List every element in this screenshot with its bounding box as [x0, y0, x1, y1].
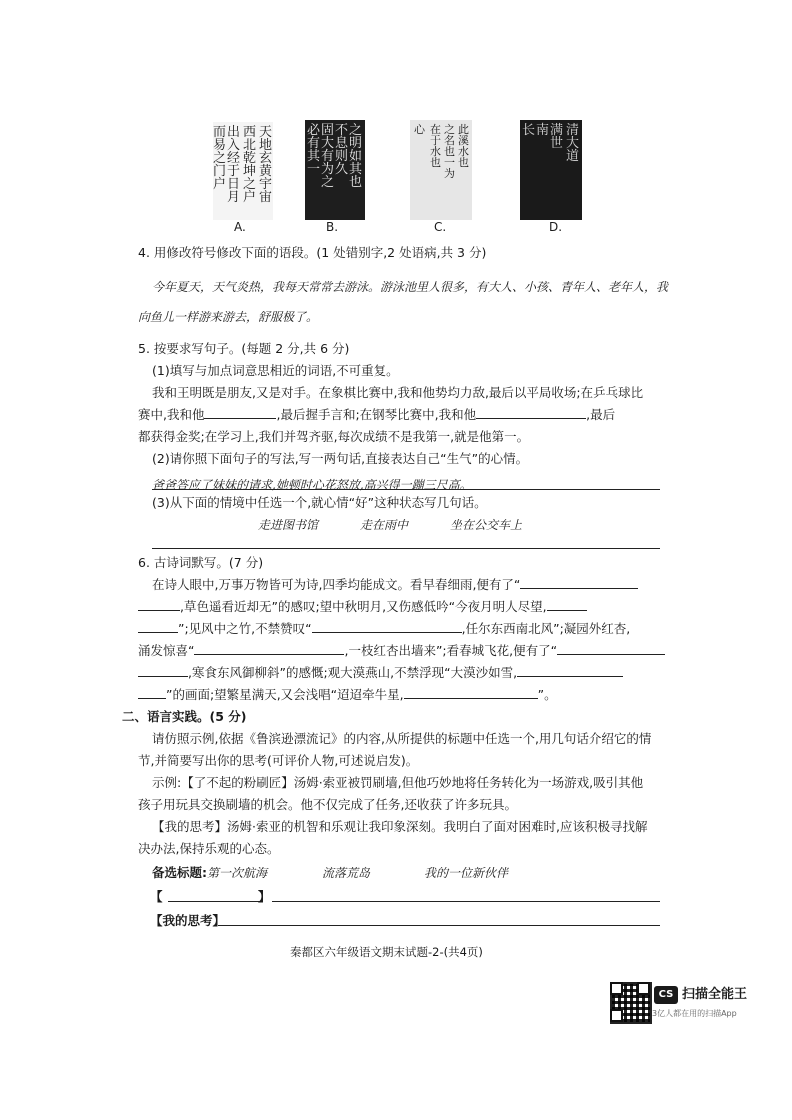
option-c-label: C.	[434, 220, 447, 234]
part2-thought-answer-line[interactable]	[218, 925, 660, 926]
calligraphy-sample-b: 之明如其也 不息则久 固大有为之 必有其一	[305, 120, 365, 220]
q5-part3-answer-line[interactable]	[152, 548, 660, 549]
q6-blank-2-cont[interactable]	[138, 618, 178, 633]
q6-blank-5[interactable]	[557, 640, 665, 655]
q6-line5: ,寒食东风御柳斜”的感慨;观大漠燕山,不禁浮现“大漠沙如雪,	[138, 662, 623, 684]
q4-title: 4. 用修改符号修改下面的语段。(1 处错别字,2 处语病,共 3 分)	[138, 245, 487, 260]
part2-title-bracket-close: 】	[258, 889, 271, 904]
part2-thought-line2: 决办法,保持乐观的心态。	[138, 841, 280, 856]
q6-blank-3[interactable]	[312, 618, 462, 633]
q6-blank-7[interactable]	[404, 684, 538, 699]
q5-part2-answer-line[interactable]	[152, 489, 660, 490]
q4-passage-line1: 今年夏天，天气炎热，我每天常常去游泳。游泳池里人很多，有大人、小孩、青年人、老年人，我	[152, 280, 669, 294]
part2-intro-line2: 节,并简要写出你的思考(可评价人物,可述说启发)。	[138, 753, 419, 768]
part2-option-partner: 我的一位新伙伴	[424, 866, 509, 880]
q5-choice-rain: 走在雨中	[360, 518, 409, 532]
q5-part3-instruction: (3)从下面的情境中任选一个,就心情“好”这种状态写几句话。	[152, 495, 487, 510]
q6-title: 6. 古诗词默写。(7 分)	[138, 555, 264, 570]
q5-part1-line1: 我和王明既是朋友,又是对手。在象棋比赛中,我和他势均力敌,最后以平局收场;在乒乓球比	[152, 385, 644, 400]
part2-thought-line1: 【我的思考】汤姆·索亚的机智和乐观让我印象深刻。我明白了面对困难时,应该积极寻找解	[152, 819, 648, 834]
option-d-label: D.	[549, 220, 563, 234]
q4-passage-line2: 向鱼儿一样游来游去，舒服极了。	[138, 310, 319, 324]
part2-intro-answer-line[interactable]	[272, 901, 660, 902]
calligraphy-sample-a: 天地玄黄宇宙 西北乾坤之户 出入经于日月 而易之门户	[213, 122, 273, 220]
q6-blank-4[interactable]	[194, 640, 344, 655]
q5-blank-1[interactable]	[204, 404, 276, 419]
q6-blank-2[interactable]	[547, 596, 587, 611]
camscanner-logo-icon: CS	[654, 986, 678, 1004]
part2-my-thought-label: 【我的思考】	[150, 913, 226, 928]
option-a-label: A.	[234, 220, 246, 234]
q5-part1-line3: 都获得金奖;在学习上,我们并驾齐驱,每次成绩不是我第一,就是他第一。	[138, 429, 530, 444]
q5-choice-bus: 坐在公交车上	[450, 518, 523, 532]
q6-blank-6[interactable]	[517, 662, 623, 677]
part2-title-bracket-open: 【	[150, 889, 163, 904]
part2-chosen-title-input[interactable]	[168, 901, 260, 902]
q6-blank-1[interactable]	[520, 574, 638, 589]
q5-choice-library: 走进图书馆	[258, 518, 319, 532]
q6-line6: ”的画面;望繁星满天,又会浅唱“迢迢牵牛星, ”。	[138, 684, 557, 706]
camscanner-name: 扫描全能王	[682, 987, 748, 1002]
q6-line4: 涌发惊喜“ ,一枝红杏出墙来”;看春城飞花,便有了“	[138, 640, 665, 662]
q6-blank-6-cont[interactable]	[138, 684, 166, 699]
q6-line2: ,草色遥看近却无”的感叹;望中秋明月,又伤感低吟“今夜月明人尽望,	[138, 596, 587, 618]
page-footer: 秦都区六年级语文期末试题-2-(共4页)	[290, 945, 483, 959]
q5-title: 5. 按要求写句子。(每题 2 分,共 6 分)	[138, 341, 350, 356]
q5-part2-example: 爸爸答应了妹妹的请求,她顿时心花怒放,高兴得一蹦三尺高。	[152, 478, 472, 492]
option-b-label: B.	[326, 220, 339, 234]
q5-part1-instruction: (1)填写与加点词意思相近的词语,不可重复。	[152, 363, 399, 378]
part2-option-island: 流落荒岛	[322, 866, 371, 880]
qr-corner-icon	[610, 982, 623, 995]
calligraphy-sample-d: 清大道 满世 南 长	[520, 120, 582, 220]
q6-blank-5-cont[interactable]	[138, 662, 188, 677]
q5-blank-2[interactable]	[476, 404, 586, 419]
part2-example-line2: 孩子用玩具交换刷墙的机会。他不仅完成了任务,还收获了许多玩具。	[138, 797, 517, 812]
calligraphy-sample-c: 此溪水也 之名也一为 在于水也 心	[410, 120, 472, 220]
q6-blank-1-cont[interactable]	[138, 596, 180, 611]
q6-line3: ”;见风中之竹,不禁赞叹“ ,任尔东西南北风”;凝园外红杏,	[138, 618, 630, 640]
qr-corner-icon	[637, 982, 650, 995]
qr-corner-icon	[610, 1009, 623, 1022]
q6-line1: 在诗人眼中,万事万物皆可为诗,四季均能成文。看早春细雨,便有了“	[152, 574, 638, 596]
camscanner-tagline: 3亿人都在用的扫描App	[652, 1009, 737, 1018]
part2-options: 备选标题:第一次航海	[152, 865, 268, 880]
part2-example-line1: 示例:【了不起的粉刷匠】汤姆·索亚被罚刷墙,但他巧妙地将任务转化为一场游戏,吸引其他	[152, 775, 644, 790]
part2-intro-line1: 请仿照示例,依据《鲁滨逊漂流记》的内容,从所提供的标题中任选一个,用几句话介绍它的情	[152, 731, 652, 746]
q5-part2-instruction: (2)请你照下面句子的写法,写一两句话,直接表达自己“生气”的心情。	[152, 451, 529, 466]
part2-title: 二、语言实践。(5 分)	[122, 709, 247, 724]
q5-part1-line2: 赛中,我和他 ,最后握手言和;在钢琴比赛中,我和他 ,最后	[138, 404, 615, 426]
